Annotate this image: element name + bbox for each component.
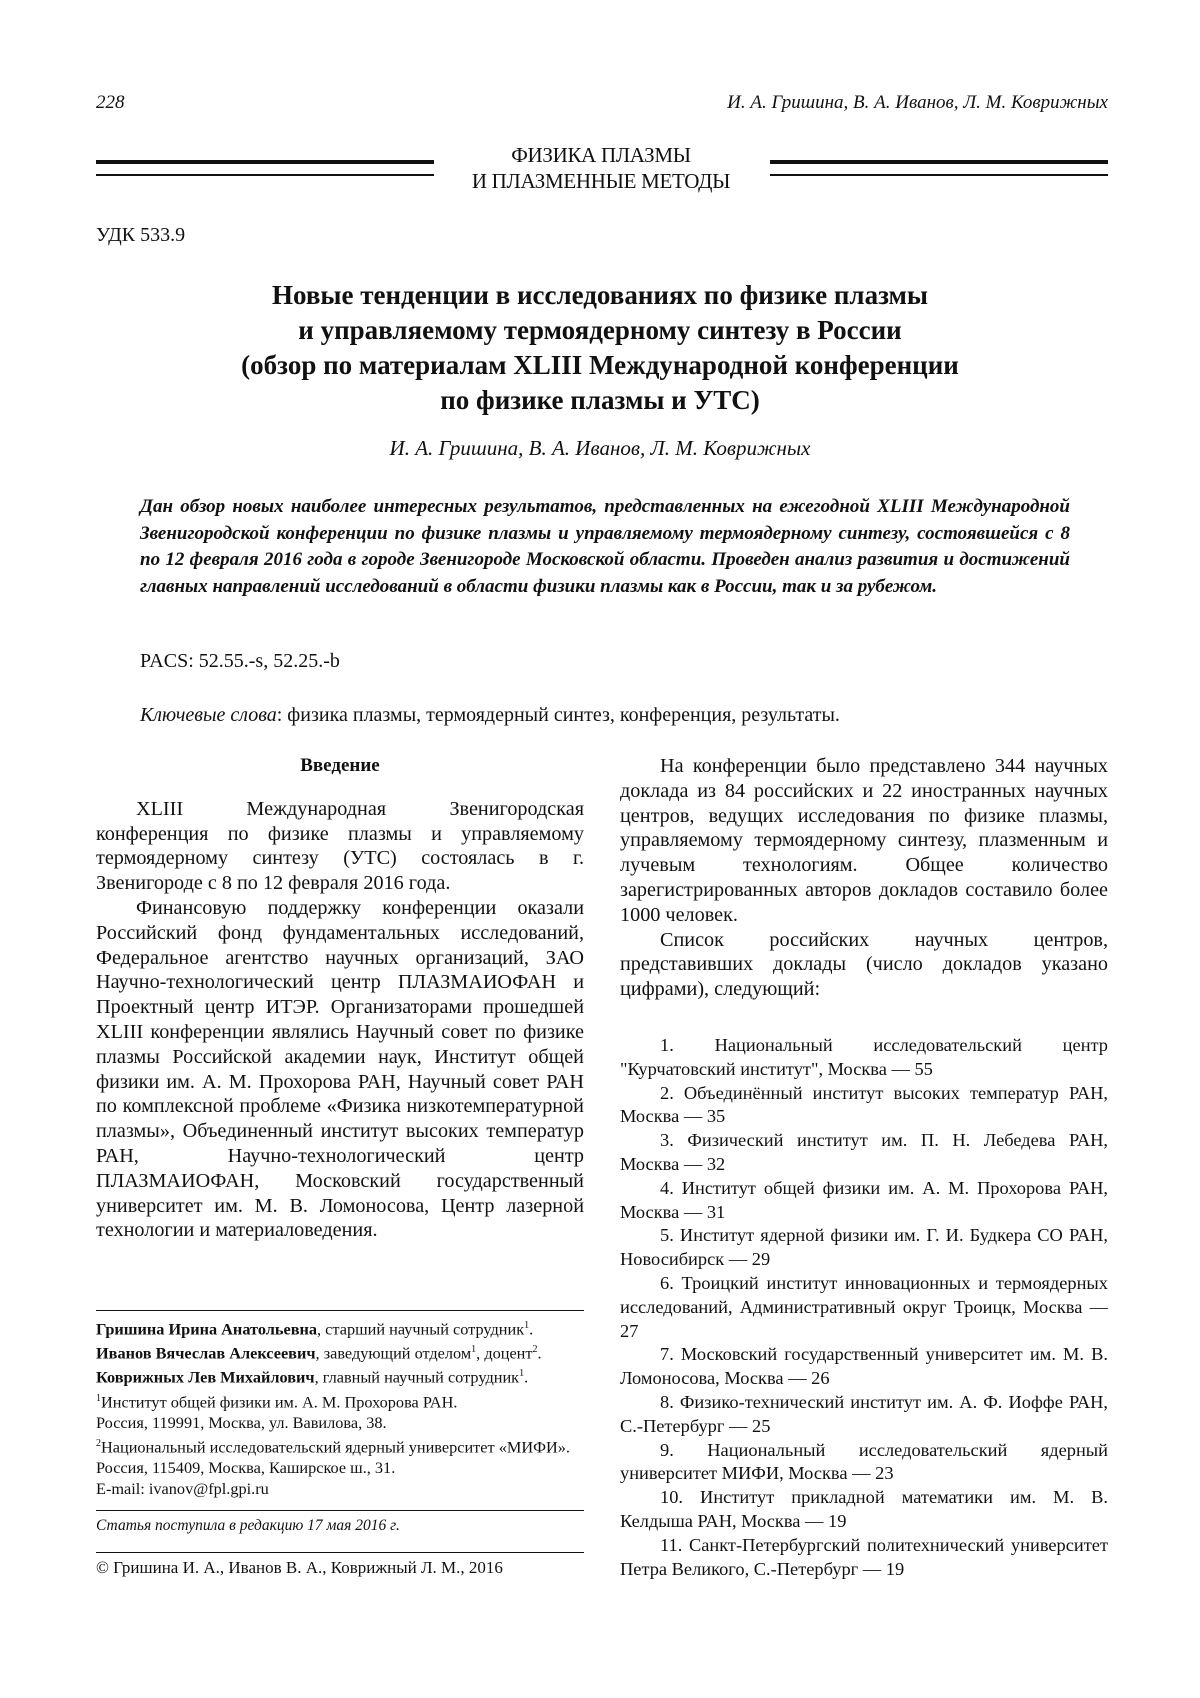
list-item: 3. Физический институт им. П. Н. Лебедева РАН, Москва — 32: [620, 1130, 1108, 1174]
right-column: [620, 754, 1108, 1002]
pacs-codes: PACS: 52.55.-s, 52.25.-b: [140, 650, 340, 672]
affiliation-2-sup: 2: [96, 1437, 101, 1449]
author-2-name: Иванов Вячеслав Алексеевич: [96, 1343, 316, 1363]
list-item: 10. Институт прикладной математики им. М. В. Келдыша РАН, Москва — 19: [620, 1487, 1108, 1531]
footnote-author-3: Коврижных Лев Михайлович, главный научный сотрудник$^1$.: [96, 1367, 529, 1387]
list-item: 1. Национальный исследовательский центр "Курчатовский институт", Москва — 55: [620, 1035, 1108, 1079]
footnote-author-1: Гришина Ирина Анатольевна, старший научный сотрудник$^1$.: [96, 1319, 534, 1339]
author-2-sup-1: 1: [471, 1344, 477, 1356]
received-rule: [96, 1510, 584, 1511]
keywords-label: Ключевые слова: [140, 704, 277, 726]
affiliation-1: [96, 1389, 596, 1413]
right-paragraph-2: Список российских научных центров, представивших доклады (число докладов указано цифрами), следующий:: [620, 928, 1108, 1001]
footnote-rule: [96, 1310, 584, 1311]
list-item: 11. Санкт-Петербургский политехнический университет Петра Великого, С.-Петербург — 19: [620, 1534, 1108, 1579]
research-centers-list: [620, 1034, 1108, 1581]
author-1-role: , старший научный сотрудник: [317, 1319, 525, 1339]
udk-code: УДК 533.9: [96, 224, 186, 246]
title-line3: (обзор по материалам XLIII Международной конференции: [241, 350, 959, 380]
abstract: Дан обзор новых наиболее интересных результатов, представленных на ежегодной XLIII Международной Звенигородской конференции по физике плазмы и управляемому термоядерному синтезу, состоявшейся с 8 по 12 февраля 2016 года в городе Звенигороде Московской области. Проведен анализ развития и достижений главных направлений исследований в области физики плазмы как в России, так и за рубежом.: [140, 496, 1070, 597]
list-item: 9. Национальный исследовательский ядерный университет МИФИ, Москва — 23: [620, 1439, 1108, 1484]
intro-paragraph-2: Финансовую поддержку конференции оказали Российский фонд фундаментальных исследований, Федеральное агентство научных организаций, ЗАО Научно-технологический центр ПЛАЗМАИОФАН и Проектный центр ИТЭР. Организаторами прошедшей XLIII конференции являлись Научный совет по физике плазмы Российской академии наук, Институт общей физики им. А. М. Прохорова РАН, Научный совет РАН по комплексной проблеме «Физика низкотемпературной плазмы», Объединенный институт высоких температур РАН, Научно-технологический центр ПЛАЗМАИОФАН, Московский государственный университет им. М. В. Ломоносова, Центр лазерной технологии и материаловедения.: [96, 896, 584, 1242]
article-authors: И. А. Гришина, В. А. Иванов, Л. М. Коврижных: [389, 436, 811, 460]
affiliation-1-address: Россия, 119991, Москва, ул. Вавилова, 38.: [96, 1412, 387, 1432]
footnote-author-2: Иванов Вячеслав Алексеевич, заведующий отделом$^1$, доцент$^2$.: [96, 1343, 542, 1363]
received-date: Статья поступила в редакцию 17 мая 2016 г.: [96, 1517, 400, 1534]
affiliation-1-name: Институт общей физики им. А. М. Прохорова РАН.: [101, 1392, 458, 1412]
affiliation-1-sup: 1: [96, 1392, 101, 1404]
author-1-sup: 1: [524, 1320, 530, 1331]
title-line1: Новые тенденции в исследованиях по физике плазмы: [271, 280, 929, 310]
list-item: 5. Институт ядерной физики им. Г. И. Будкера СО РАН, Новосибирск — 29: [620, 1225, 1108, 1270]
section-rule-left: [96, 160, 434, 176]
keywords-text: : физика плазмы, термоядерный синтез, конференция, результаты.: [276, 704, 840, 726]
right-paragraph-1: На конференции было представлено 344 научных доклада из 84 российских и 22 иностранных научных центров, ведущих исследования по физике плазмы, управляемому термоядерному синтезу, плазменным и лучевым технологиям. Общее количество зарегистрированных авторов докладов составило более 1000 человек.: [620, 755, 1108, 926]
title-line2: и управляемому термоядерному синтезу в России: [298, 315, 902, 345]
affiliation-2-name: Национальный исследовательский ядерный университет «МИФИ».: [101, 1437, 570, 1457]
section-title: [440, 142, 762, 194]
intro-heading: Введение: [300, 755, 380, 776]
list-item: 6. Троицкий институт инновационных и термоядерных исследований, Административный округ Троицк, Москва — 27: [620, 1272, 1108, 1341]
section-rule-right: [770, 160, 1108, 176]
running-header-authors: И. А. Гришина, В. А. Иванов, Л. М. Коврижных: [727, 92, 1108, 113]
affiliation-2: [96, 1434, 596, 1458]
title-line4: по физике плазмы и УТС): [440, 385, 760, 415]
affiliation-2-address: Россия, 115409, Москва, Каширское ш., 31.: [96, 1457, 396, 1477]
list-item: 2. Объединённый институт высоких температур РАН, Москва — 35: [620, 1082, 1108, 1127]
author-3-sup: 1: [519, 1368, 525, 1380]
copyright-notice: © Гришина И. А., Иванов В. А., Коврижный Л. М., 2016: [96, 1558, 503, 1577]
intro-column: [96, 754, 584, 1243]
intro-paragraph-1: XLIII Международная Звенигородская конференция по физике плазмы и управляемому термоядерному синтезу (УТС) состоялась в г. Звенигороде с 8 по 12 февраля 2016 года.: [96, 797, 584, 895]
page-number: 228: [96, 92, 125, 113]
author-2-sup-2: 2: [532, 1344, 538, 1356]
section-title-line2: И ПЛАЗМЕННЫЕ МЕТОДЫ: [471, 169, 731, 193]
author-footnotes: [96, 1316, 596, 1499]
author-3-role: , главный научный сотрудник: [314, 1367, 520, 1387]
author-2-role-2: , доцент: [476, 1343, 533, 1363]
email-address: E-mail: ivanov@fpl.gpi.ru: [96, 1478, 269, 1498]
list-item: 7. Московский государственный университет им. М. В. Ломоносова, Москва — 26: [620, 1344, 1108, 1389]
author-3-name: Коврижных Лев Михайлович: [96, 1367, 315, 1387]
author-1-name: Гришина Ирина Анатольевна: [96, 1319, 318, 1339]
article-title: [140, 278, 1060, 418]
keywords: [140, 704, 840, 727]
list-item: 8. Физико-технический институт им. А. Ф. Иоффе РАН, С.-Петербург — 25: [620, 1391, 1108, 1436]
copyright-rule: [96, 1552, 584, 1553]
author-2-role: , заведующий отделом: [315, 1343, 472, 1363]
section-title-line1: ФИЗИКА ПЛАЗМЫ: [511, 143, 691, 167]
list-item: 4. Институт общей физики им. А. М. Прохорова РАН, Москва — 31: [620, 1177, 1108, 1222]
